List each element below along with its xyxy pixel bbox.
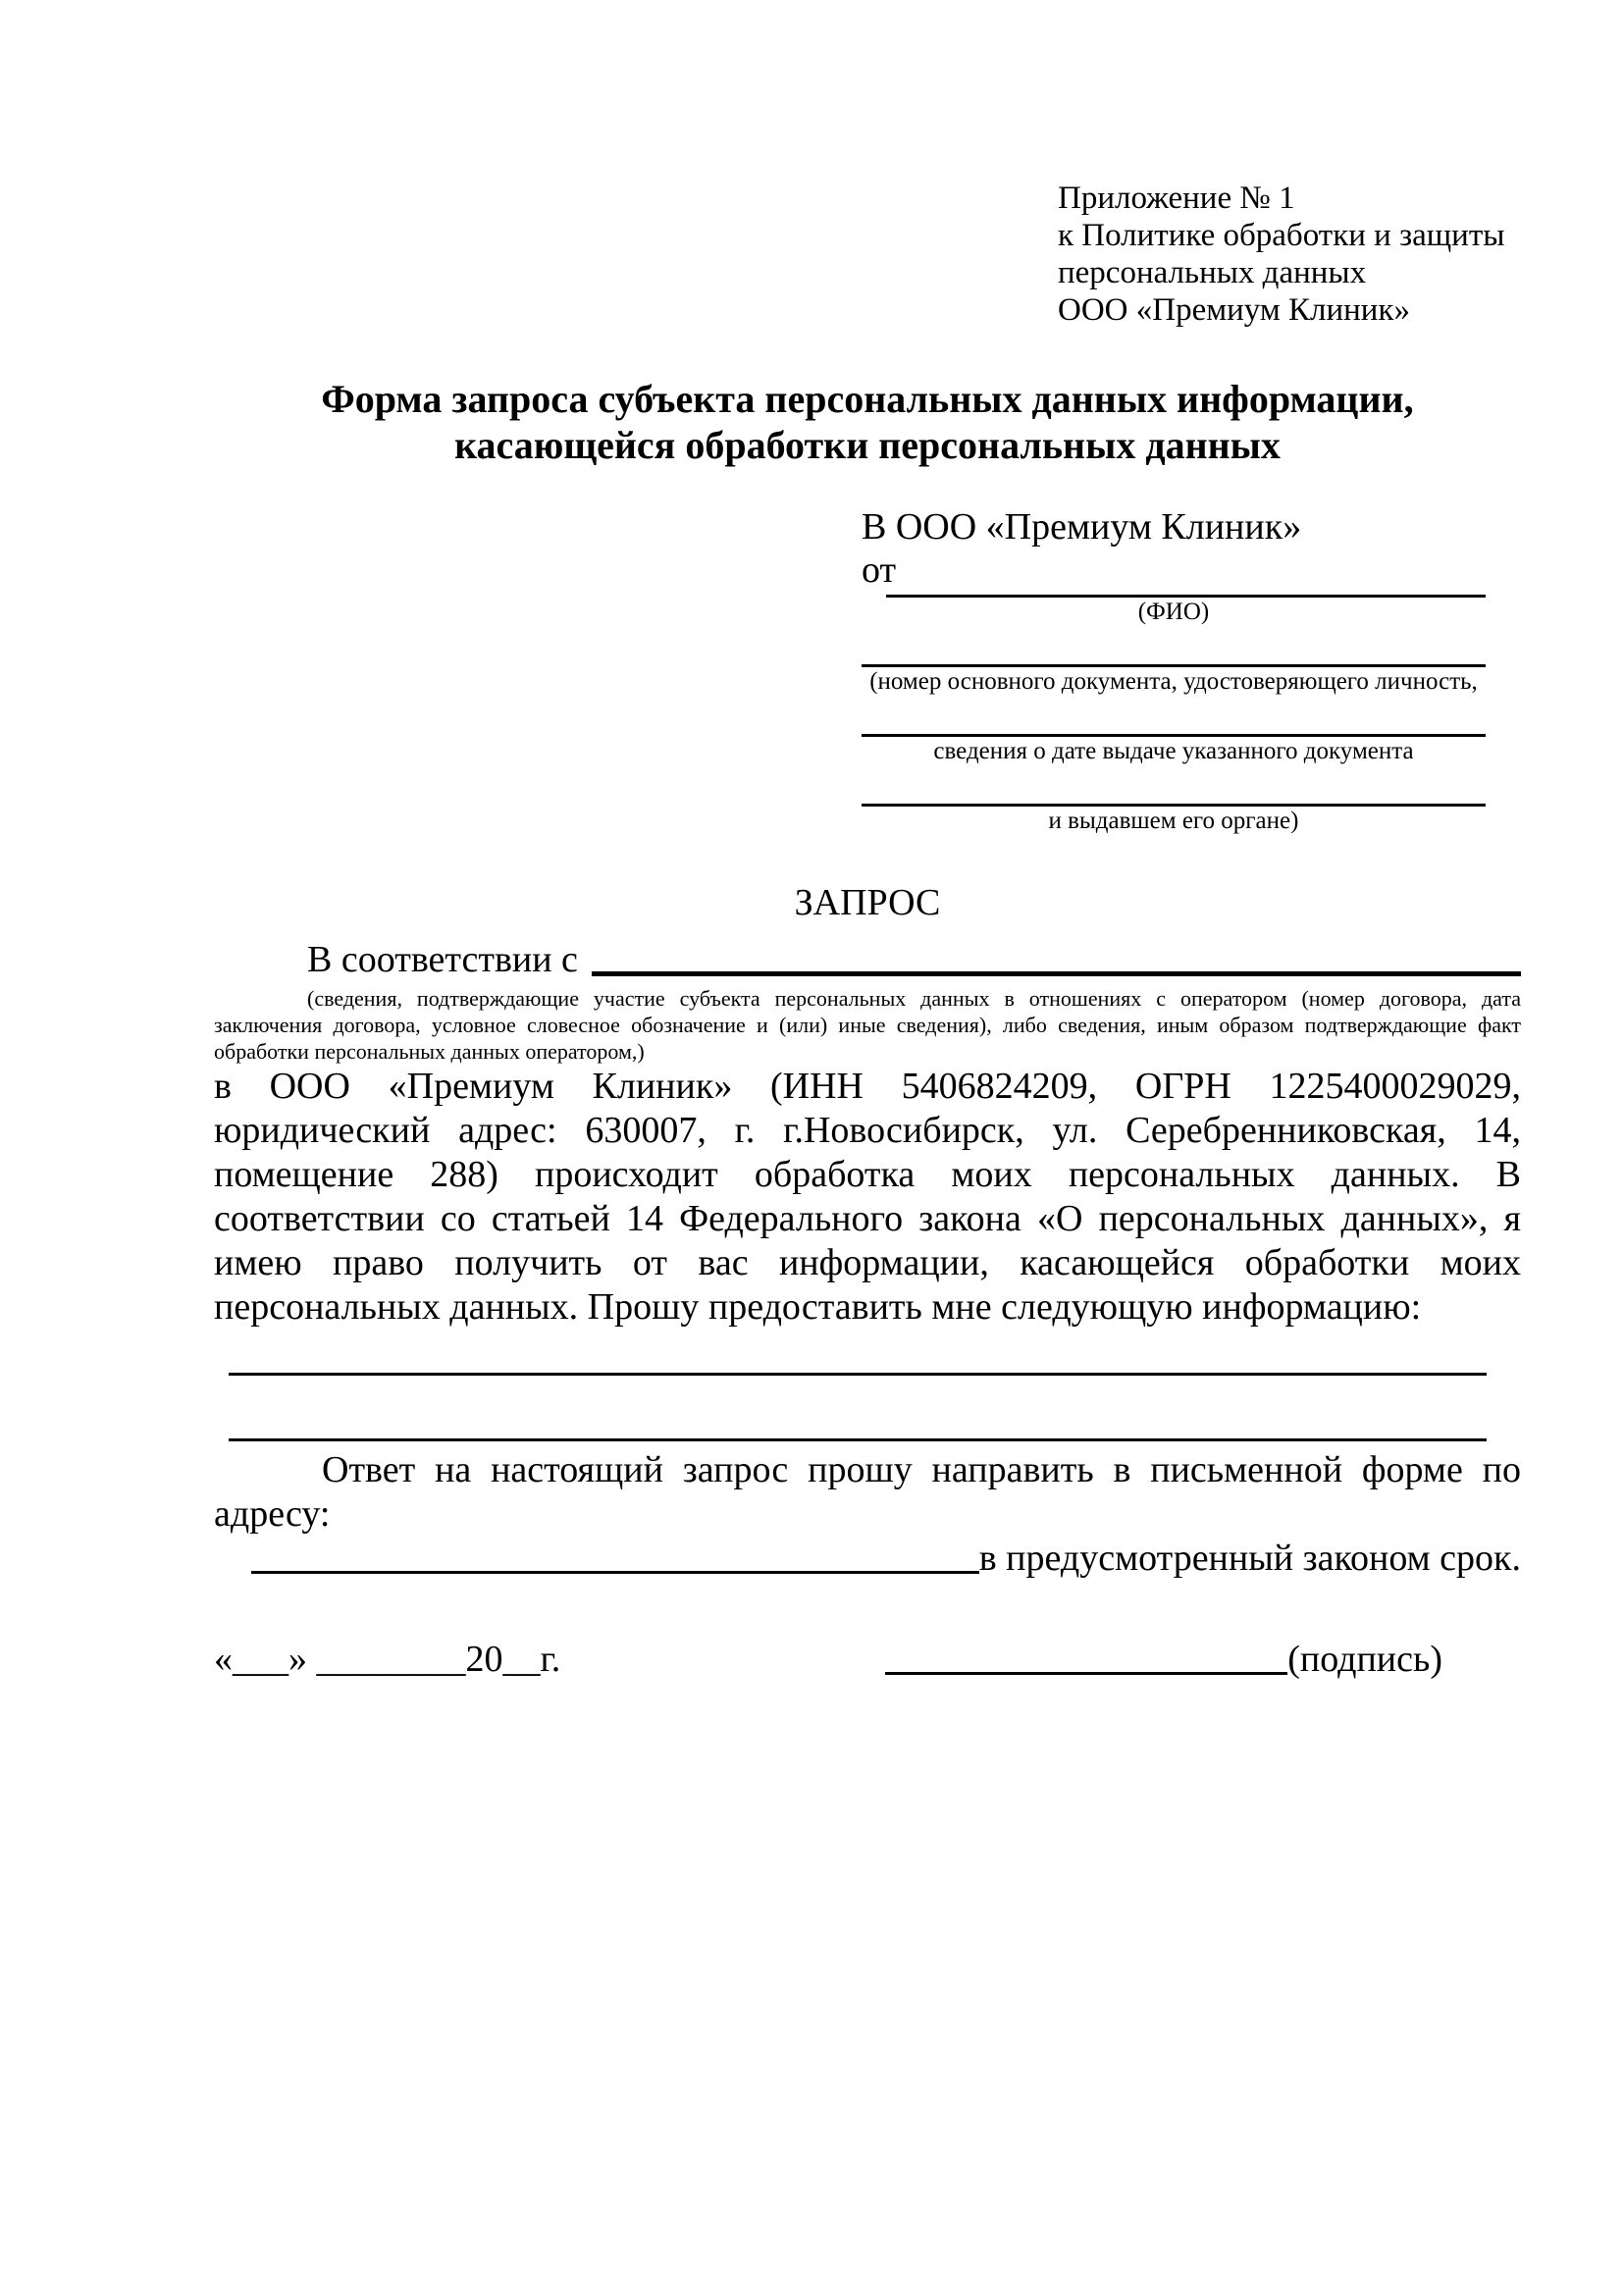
date-line: «___» ________20__г. <box>214 1639 561 1680</box>
reply-address-row <box>214 1537 1521 1581</box>
reply-sentence: Ответ на настоящий запрос прошу направить в письменной форме по адресу: <box>214 1449 1521 1535</box>
document-title: Форма запроса субъекта персональных данных информации, касающейся обработки персональных данных <box>321 377 1414 467</box>
appendix-header <box>1058 180 1521 329</box>
accordance-caption: (сведения, подтверждающие участие субъекта персональных данных в отношениях с оператором (номер договора, дата заключения договора, условное словесное обозначение и (или) иные сведения), либо сведения, иным образом подтверждающие факт обработки персональных данных оператором,) <box>214 986 1521 1064</box>
fio-caption: (ФИО) <box>1137 599 1210 625</box>
issue-date-caption: сведения о дате выдаче указанного документа <box>933 738 1414 764</box>
appendix-header-line: Приложение № 1 <box>1058 181 1295 216</box>
addressee-to: В ООО «Премиум Клиник» <box>862 506 1302 548</box>
signature-caption: (подпись) <box>1287 1639 1442 1680</box>
accordance-row <box>214 938 1521 981</box>
addressee-from-label: от <box>862 549 897 591</box>
document-number-field <box>862 664 1486 697</box>
request-heading: ЗАПРОС <box>794 882 941 923</box>
reply-address-blank-line <box>251 1537 979 1574</box>
appendix-header-line: к Политике обработки и защиты <box>1058 218 1505 253</box>
signature-blank-line <box>885 1672 1287 1675</box>
issuing-authority-caption: и выдавшем его органе) <box>1048 808 1299 834</box>
fio-field <box>862 595 1486 627</box>
document-number-caption: (номер основного документа, удостоверяющего личность, <box>869 668 1478 695</box>
addressee-block <box>862 505 1486 836</box>
request-body-paragraph: в ООО «Премиум Клиник» (ИНН 5406824209, ОГРН 1225400029029, юридический адрес: 630007, г. г.Новосибирск, ул. Серебренниковская, 14, помещение 288) происходит обработка моих персональных данных. В соответствии со статьей 14 Федерального закона «О персональных данных», я имею право получить от вас информации, касающейся обработки моих персональных данных. Прошу предоставить мне следующую информацию: <box>214 1066 1521 1328</box>
reply-tail-text: в предусмотренный законом срок. <box>978 1538 1521 1579</box>
issuing-authority-field <box>862 804 1486 836</box>
information-blank-line-2 <box>229 1438 1487 1441</box>
date-signature-row <box>214 1638 1521 1682</box>
information-blank-line-1 <box>229 1373 1487 1376</box>
appendix-header-line: ООО «Премиум Клиник» <box>1058 292 1410 328</box>
issue-date-field <box>862 734 1486 766</box>
accordance-label: В соответствии с <box>307 939 578 980</box>
date-signature-spacer <box>560 1638 885 1682</box>
accordance-blank-line <box>592 938 1521 976</box>
appendix-header-line: персональных данных <box>1058 255 1367 290</box>
